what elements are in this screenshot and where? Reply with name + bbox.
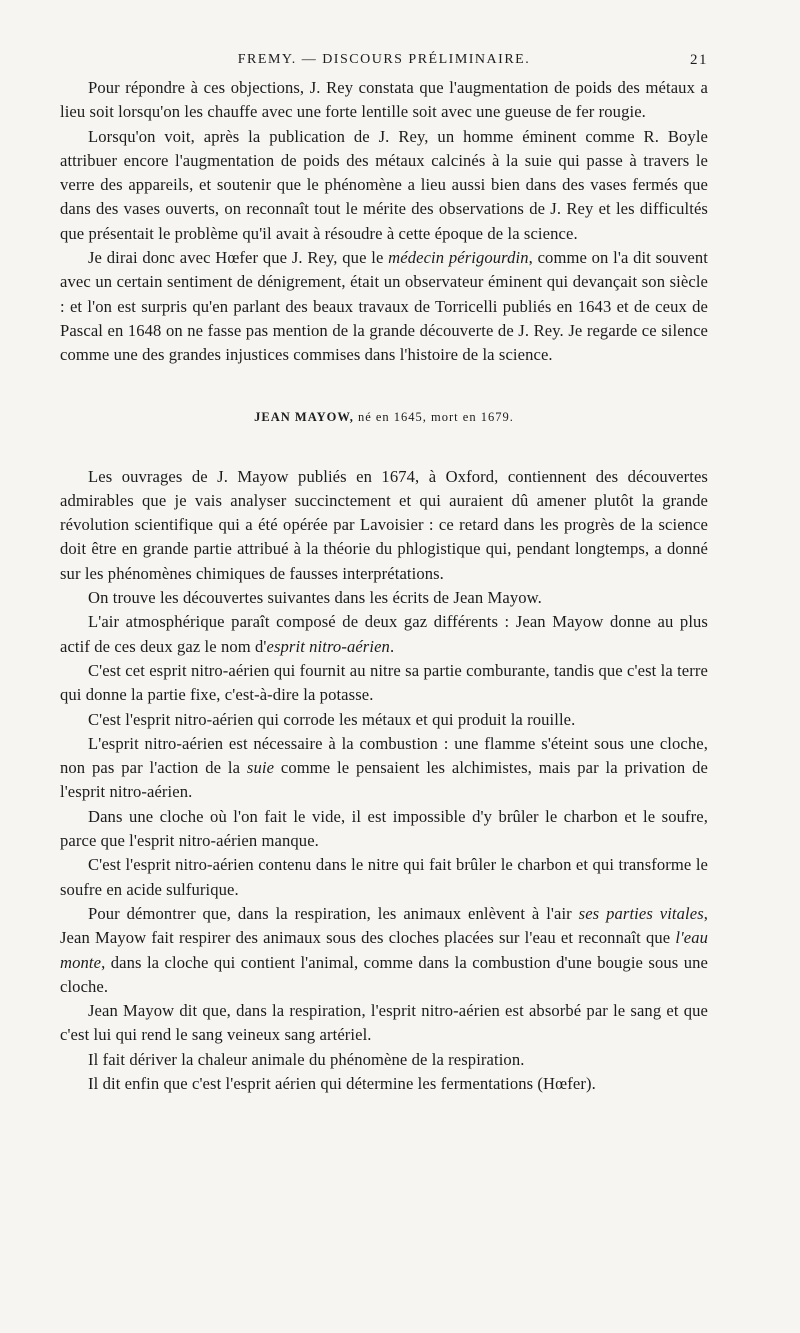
section-rey bbox=[60, 76, 708, 368]
paragraph: On trouve les découvertes suivantes dans les écrits de Jean Mayow. bbox=[88, 588, 542, 608]
heading-dates: né en 1645, mort en 1679. bbox=[353, 409, 514, 424]
heading-name: JEAN MAYOW, bbox=[254, 409, 354, 424]
paragraph bbox=[60, 246, 708, 367]
paragraph: C'est l'esprit nitro-aérien contenu dans le nitre qui fait brûler le charbon et qui transforme le soufre en acide sulfurique. bbox=[60, 855, 708, 899]
section-mayow bbox=[60, 465, 708, 1097]
paragraph: Pour répondre à ces objections, J. Rey constata que l'augmentation de poids des métaux a lieu soit lorsqu'on les chauffe avec une forte lentille soit avec une gueuse de fer rougie. bbox=[60, 78, 708, 122]
paragraph bbox=[60, 732, 708, 805]
text-run: , Jean Mayow fait respirer des animaux sous des cloches placées sur l'eau et reconnaît que bbox=[60, 903, 708, 948]
text-run: , dans la cloche qui contient l'animal, comme dans la combustion d'une bougie sous une cloche. bbox=[60, 952, 708, 996]
text-run: L'esprit nitro-aérien est nécessaire à la combustion : une flamme s'éteint sous une cloche, non pas par l'action de la bbox=[60, 733, 708, 778]
section-heading bbox=[60, 410, 708, 425]
document-page bbox=[60, 48, 708, 1096]
paragraph: Les ouvrages de J. Mayow publiés en 1674, à Oxford, contiennent des découvertes admirables que je vais analyser succinctement et qui auraient dû amener plutôt la grande révolution scientifique qui a été opérée par Lavoisier : ce retard dans les progrès de la science doit être en grande partie attribué à la théorie du phlogistique qui, pendant longtemps, a donné sur les phénomènes chimiques de fausses interprétations. bbox=[60, 466, 708, 583]
emphasis: suie bbox=[246, 758, 275, 778]
paragraph: C'est l'esprit nitro-aérien qui corrode les métaux et qui produit la rouille. bbox=[88, 709, 576, 729]
emphasis: ses parties vitales bbox=[578, 903, 704, 923]
paragraph bbox=[60, 610, 708, 659]
paragraph bbox=[60, 902, 708, 999]
text-run: , comme on l'a dit souvent avec un certain sentiment de dénigrement, était un observateur éminent qui devançait son siècle : et l'on est surpris qu'en parlant des beaux travaux de Torricelli publiés en 1643 et de ceux de Pascal en 1648 on ne fasse pas mention de la grande découverte de J. Rey. Je regarde ce silence comme une des grandes injustices commises dans l'histoire de la science. bbox=[60, 248, 709, 365]
page-header bbox=[60, 48, 708, 76]
page-number: 21 bbox=[690, 52, 708, 68]
text-run: Je dirai donc avec Hœfer que J. Rey, que le bbox=[88, 248, 389, 268]
paragraph: C'est cet esprit nitro-aérien qui fournit au nitre sa partie comburante, tandis que c'est la terre qui donne la partie fixe, c'est-à-dire la potasse. bbox=[60, 660, 708, 705]
emphasis: esprit nitro-aérien bbox=[266, 636, 390, 656]
text-run: L'air atmosphérique paraît composé de deux gaz différents : Jean Mayow donne au plus actif de ces deux gaz le nom d' bbox=[60, 612, 708, 656]
paragraph: Il dit enfin que c'est l'esprit aérien qui détermine les fermentations (Hœfer). bbox=[88, 1073, 596, 1093]
paragraph: Lorsqu'on voit, après la publication de J. Rey, un homme éminent comme R. Boyle attribuer encore l'augmentation de poids des métaux calcinés à la suie qui passe à travers le verre des appareils, et soutenir que le phénomène a lieu aussi bien dans des vases fermés que dans des vases ouverts, on reconnaît tout le mérite des observations de J. Rey et les difficultés que présentait le problème qu'il avait à résoudre à cette époque de la science. bbox=[60, 126, 708, 243]
text-run: . bbox=[389, 636, 395, 656]
paragraph: Il fait dériver la chaleur animale du phénomène de la respiration. bbox=[88, 1049, 525, 1069]
paragraph: Dans une cloche où l'on fait le vide, il est impossible d'y brûler le charbon et le soufre, parce que l'esprit nitro-aérien manque. bbox=[60, 806, 708, 851]
emphasis: l'eau monte bbox=[60, 928, 708, 972]
text-run: Pour démontrer que, dans la respiration, les animaux enlèvent à l'air bbox=[88, 903, 579, 923]
running-title: FREMY. — DISCOURS PRÉLIMINAIRE. bbox=[237, 52, 531, 67]
text-run: comme le pensaient les alchimistes, mais par la privation de l'esprit nitro-aérien. bbox=[60, 758, 708, 802]
emphasis: médecin périgourdin bbox=[388, 248, 529, 268]
paragraph: Jean Mayow dit que, dans la respiration, l'esprit nitro-aérien est absorbé par le sang et que c'est lui qui rend le sang veineux sang artériel. bbox=[60, 1001, 708, 1045]
